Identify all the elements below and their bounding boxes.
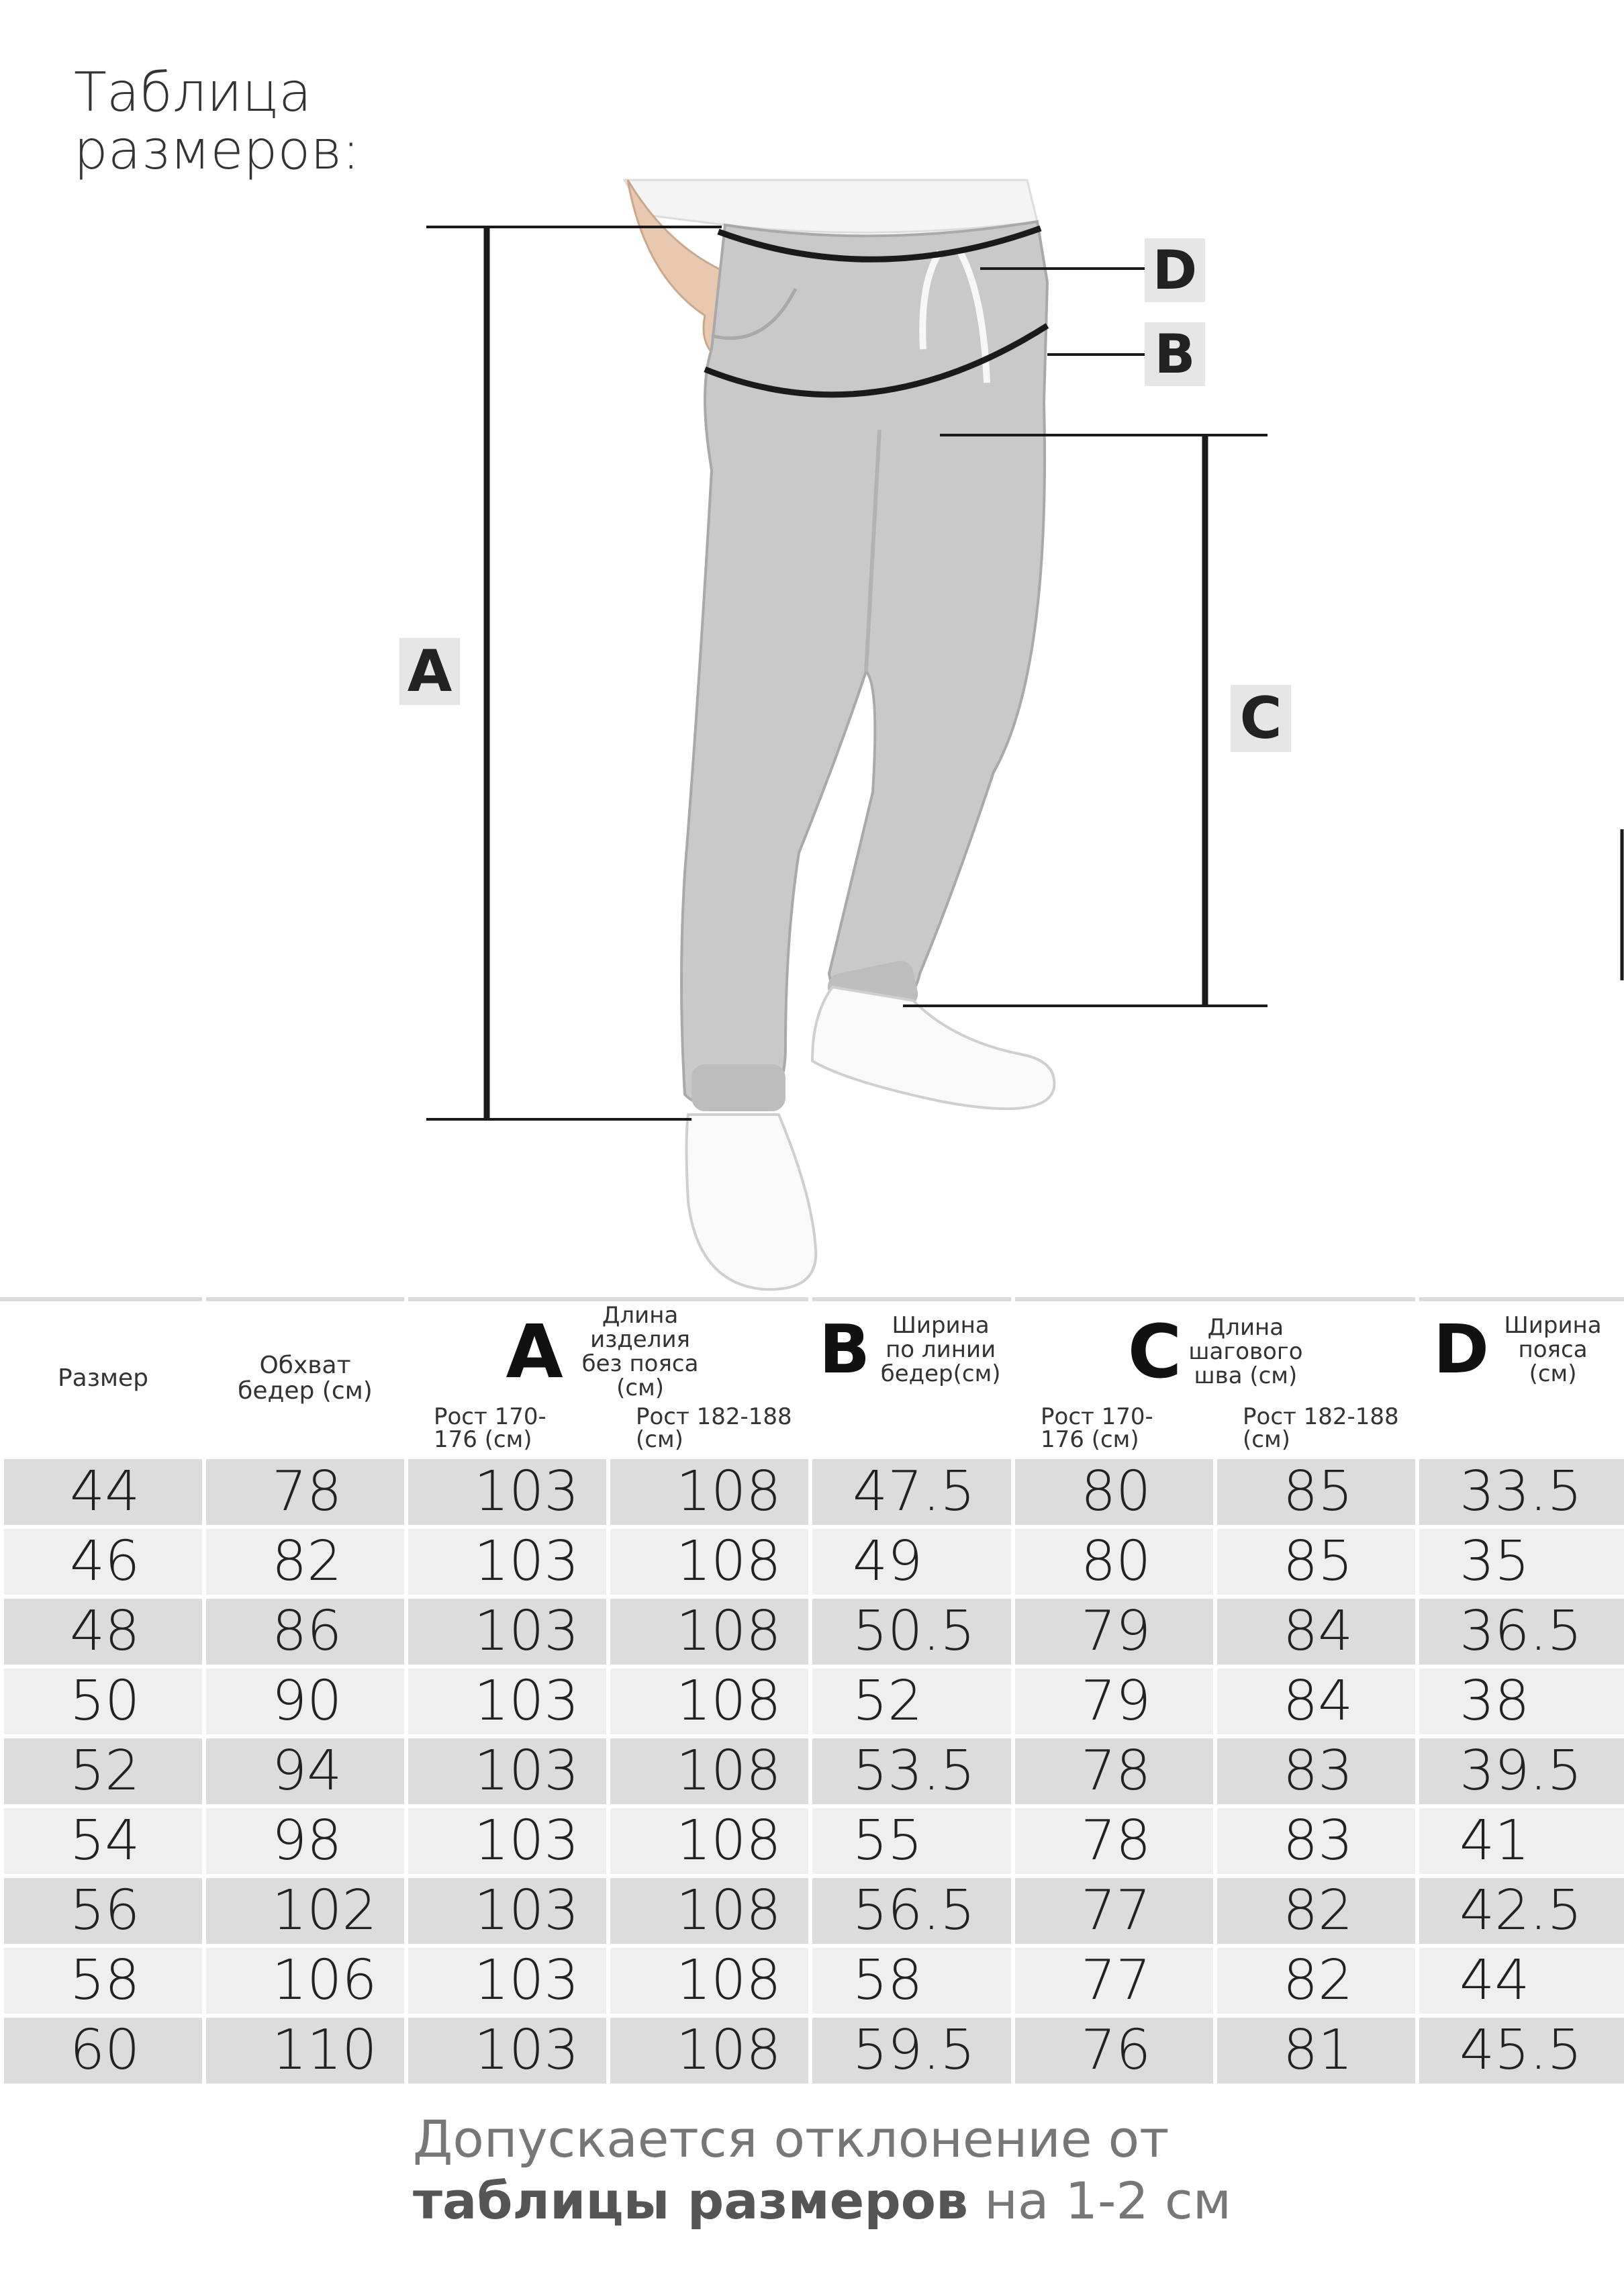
cell-b-hip-width: 59.5: [810, 2016, 1013, 2086]
header-b-text: Ширина по линии бедер(см): [880, 1312, 1001, 1387]
cell-b-hip-width: 52: [810, 1667, 1013, 1736]
cell-hip-girth: 82: [204, 1527, 406, 1597]
cell-hip-girth: 90: [204, 1667, 406, 1736]
header-group-b: [810, 1299, 1013, 1457]
header-c-sub2-text: Рост 182-188 (см): [1243, 1403, 1399, 1453]
table-row: [2, 1876, 1624, 1946]
cell-c-inseam-182: 84: [1215, 1597, 1417, 1667]
cell-c-inseam-170: 78: [1013, 1806, 1215, 1876]
label-c: [1231, 685, 1291, 752]
table-row: [2, 1806, 1624, 1876]
cell-c-inseam-170: 77: [1013, 1946, 1215, 2016]
header-c-sub1-text: Рост 170-176 (см): [1041, 1403, 1153, 1453]
cell-c-inseam-182: 85: [1215, 1457, 1417, 1527]
label-d: [1145, 238, 1205, 302]
cell-hip-girth: 106: [204, 1946, 406, 2016]
cell-c-inseam-170: 80: [1013, 1457, 1215, 1527]
cell-d-waist-width: 38: [1417, 1667, 1624, 1736]
cell-a-length-182: 108: [608, 1667, 810, 1736]
cell-a-length-170: 103: [406, 1876, 608, 1946]
cell-c-inseam-170: 76: [1013, 2016, 1215, 2086]
cell-a-length-170: 103: [406, 1946, 608, 2016]
tolerance-note-rest: на 1-2 см: [968, 2171, 1232, 2231]
cell-b-hip-width: 47.5: [810, 1457, 1013, 1527]
cell-hip-girth: 102: [204, 1876, 406, 1946]
cell-a-length-182: 108: [608, 1597, 810, 1667]
header-group-a: [406, 1299, 810, 1403]
size-table-body: [2, 1457, 1624, 2086]
header-hip-girth: [204, 1299, 406, 1457]
cell-size: 60: [2, 2016, 204, 2086]
cell-b-hip-width: 53.5: [810, 1736, 1013, 1806]
cell-size: 58: [2, 1946, 204, 2016]
header-c-height-1: [1013, 1403, 1215, 1457]
header-c-text: Длина шагового шва (см): [1188, 1313, 1303, 1389]
cell-size: 48: [2, 1597, 204, 1667]
cell-size: 46: [2, 1527, 204, 1597]
cell-a-length-170: 103: [406, 1527, 608, 1597]
header-a-text: Длина изделия без пояса (см): [581, 1301, 699, 1401]
table-row: [2, 2016, 1624, 2086]
header-d-text: Ширина пояса (см): [1504, 1312, 1602, 1387]
cell-c-inseam-182: 84: [1215, 1667, 1417, 1736]
table-row: [2, 1736, 1624, 1806]
cell-c-inseam-182: 83: [1215, 1806, 1417, 1876]
cell-size: 50: [2, 1667, 204, 1736]
header-d-letter: D: [1433, 1310, 1490, 1389]
cell-a-length-170: 103: [406, 1457, 608, 1527]
cell-size: 52: [2, 1736, 204, 1806]
cell-a-length-182: 108: [608, 1527, 810, 1597]
cell-c-inseam-170: 79: [1013, 1597, 1215, 1667]
cell-d-waist-width: 39.5: [1417, 1736, 1624, 1806]
cell-c-inseam-182: 82: [1215, 1876, 1417, 1946]
header-a-height-2: [608, 1403, 810, 1457]
cell-d-waist-width: 33.5: [1417, 1457, 1624, 1527]
title-line-1: Таблица: [74, 61, 312, 124]
cell-c-inseam-182: 85: [1215, 1527, 1417, 1597]
table-row: [2, 1457, 1624, 1527]
header-a-sub2-text: Рост 182-188 (см): [636, 1403, 792, 1453]
table-row: [2, 1527, 1624, 1597]
cell-a-length-170: 103: [406, 1597, 608, 1667]
label-a-text: A: [407, 638, 452, 705]
cell-size: 44: [2, 1457, 204, 1527]
table-row: [2, 1946, 1624, 2016]
header-a-letter: A: [506, 1308, 563, 1395]
header-size: Размер: [2, 1299, 204, 1457]
cell-b-hip-width: 56.5: [810, 1876, 1013, 1946]
cell-b-hip-width: 50.5: [810, 1597, 1013, 1667]
header-c-letter: C: [1127, 1308, 1182, 1395]
cell-d-waist-width: 41: [1417, 1806, 1624, 1876]
header-group-c: [1013, 1299, 1417, 1403]
cell-d-waist-width: 35: [1417, 1527, 1624, 1597]
cell-size: 56: [2, 1876, 204, 1946]
cell-d-waist-width: 44: [1417, 1946, 1624, 2016]
cell-c-inseam-182: 82: [1215, 1946, 1417, 2016]
label-d-text: D: [1152, 239, 1198, 301]
size-table: [0, 1297, 1624, 2088]
cell-b-hip-width: 55: [810, 1806, 1013, 1876]
cell-c-inseam-170: 80: [1013, 1527, 1215, 1597]
label-b: [1145, 322, 1205, 386]
header-a-sub1-text: Рост 170-176 (см): [434, 1403, 546, 1453]
cell-d-waist-width: 42.5: [1417, 1876, 1624, 1946]
cell-hip-girth: 78: [204, 1457, 406, 1527]
cell-a-length-170: 103: [406, 2016, 608, 2086]
cell-hip-girth: 86: [204, 1597, 406, 1667]
cell-a-length-170: 103: [406, 1806, 608, 1876]
cell-b-hip-width: 58: [810, 1946, 1013, 2016]
cell-a-length-182: 108: [608, 1876, 810, 1946]
tolerance-note: [0, 2108, 1624, 2232]
label-b-text: B: [1154, 323, 1196, 385]
tolerance-note-bold: таблицы размеров: [413, 2171, 969, 2231]
cell-hip-girth: 110: [204, 2016, 406, 2086]
cell-d-waist-width: 36.5: [1417, 1597, 1624, 1667]
cell-a-length-182: 108: [608, 1946, 810, 2016]
cell-c-inseam-170: 79: [1013, 1667, 1215, 1736]
cell-a-length-182: 108: [608, 1457, 810, 1527]
cell-c-inseam-182: 83: [1215, 1736, 1417, 1806]
cell-a-length-182: 108: [608, 1806, 810, 1876]
cell-c-inseam-170: 78: [1013, 1736, 1215, 1806]
label-a: [399, 638, 460, 705]
cell-c-inseam-182: 81: [1215, 2016, 1417, 2086]
cell-a-length-170: 103: [406, 1736, 608, 1806]
cell-a-length-170: 103: [406, 1667, 608, 1736]
cell-size: 54: [2, 1806, 204, 1876]
cell-b-hip-width: 49: [810, 1527, 1013, 1597]
cell-d-waist-width: 45.5: [1417, 2016, 1624, 2086]
header-b-letter: B: [818, 1310, 871, 1389]
cell-hip-girth: 94: [204, 1736, 406, 1806]
header-hip-girth-text: Обхват бедер (см): [238, 1351, 373, 1405]
tshirt-shape: [624, 180, 1037, 232]
cell-a-length-182: 108: [608, 2016, 810, 2086]
tolerance-note-line-1: Допускается отклонение от: [413, 2109, 1169, 2169]
shoe-left: [687, 1115, 816, 1289]
header-group-d: [1417, 1299, 1624, 1457]
tolerance-note-line-2: [413, 2170, 1624, 2232]
label-c-text: C: [1239, 685, 1282, 752]
cell-a-length-182: 108: [608, 1736, 810, 1806]
title-line-2: размеров:: [74, 119, 361, 181]
cell-c-inseam-170: 77: [1013, 1876, 1215, 1946]
cuff-left: [691, 1064, 785, 1111]
header-c-height-2: [1215, 1403, 1417, 1457]
table-row: [2, 1667, 1624, 1736]
header-a-height-1: [406, 1403, 608, 1457]
cell-hip-girth: 98: [204, 1806, 406, 1876]
table-row: [2, 1597, 1624, 1667]
